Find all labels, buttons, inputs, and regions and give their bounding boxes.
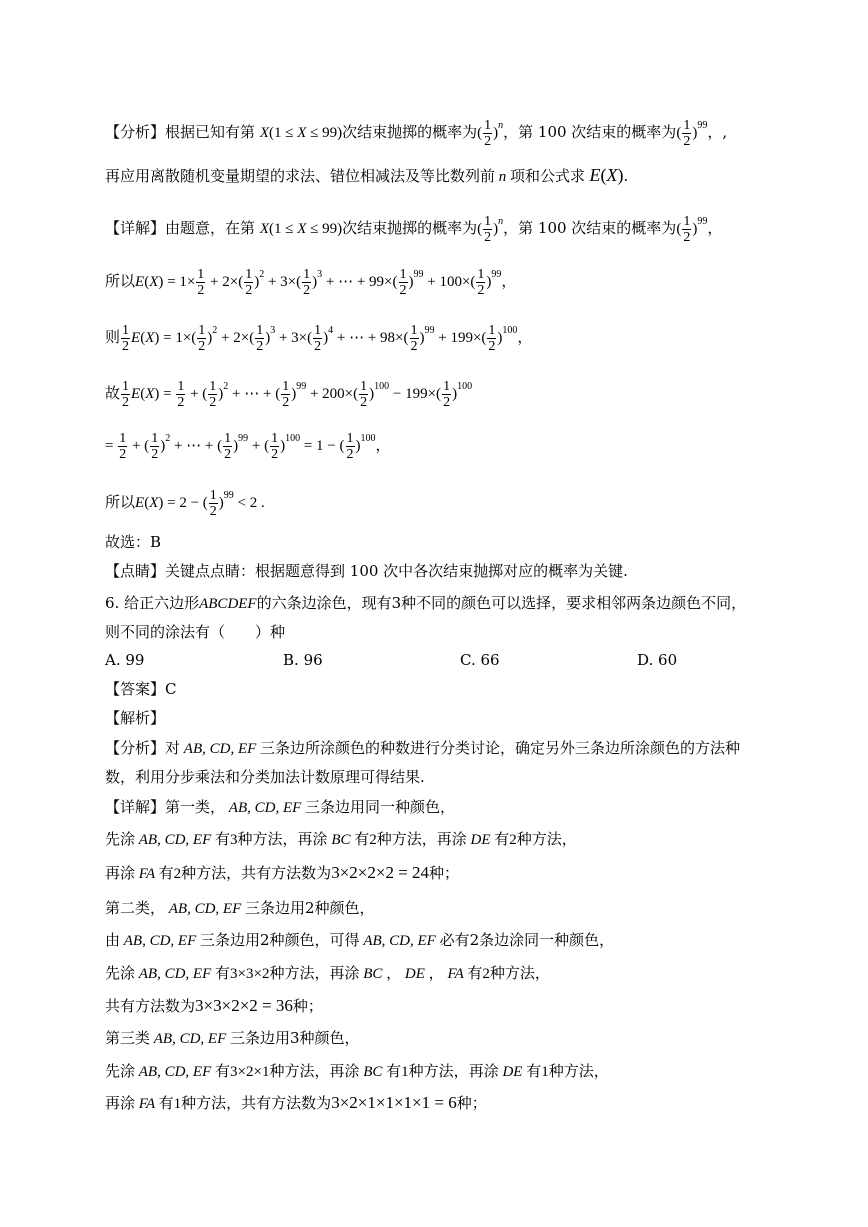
text: 种方法，	[237, 830, 298, 848]
detail-2-line-7	[105, 996, 323, 1016]
option-letter: B.	[283, 651, 299, 669]
text: 由	[105, 931, 121, 949]
math: FA	[135, 866, 159, 882]
math: AB, CD, EF	[135, 966, 216, 982]
math: AB, CD, EF	[225, 800, 306, 816]
math: DE	[401, 966, 429, 982]
option-value: 60	[658, 651, 678, 669]
math: (1 ≤ X ≤ 99)	[268, 124, 343, 141]
detail-2-line-9	[105, 1061, 609, 1082]
text: 三条边所涂颜色的种数进行分类讨论，确定另外三条边所涂颜色的方法种	[260, 739, 741, 757]
key-point-label: 【点睛】	[105, 562, 166, 580]
text: 共有方法数为	[105, 997, 196, 1015]
math: FA	[135, 1096, 159, 1112]
text: 共有方法数为	[241, 864, 332, 882]
math: X	[259, 220, 269, 237]
text: 种方法，	[408, 1062, 469, 1080]
text: 种方法，	[181, 864, 242, 882]
math: AB, CD, EF	[120, 933, 201, 949]
analysis-line-2	[105, 165, 628, 187]
text: 三条边用3种颜色，	[230, 1029, 360, 1047]
math: 2	[173, 866, 182, 882]
text: 有	[467, 964, 483, 982]
math: 1	[401, 1064, 409, 1080]
math: 2	[482, 966, 490, 982]
text: 由题意，在第	[165, 218, 256, 237]
detail-2-line-8	[105, 1028, 360, 1049]
detail-label: 【详解】	[105, 798, 166, 816]
option-value: 99	[125, 651, 145, 669]
text: 有	[215, 830, 231, 848]
analysis-label: 【分析】	[105, 739, 166, 757]
detail-2-line-10	[105, 1093, 487, 1114]
text: 所以	[105, 494, 136, 511]
text: 种方法，	[376, 830, 437, 848]
option-c	[460, 651, 500, 669]
math: ( $\frac{1}{2}$ )$^{99}$	[676, 118, 708, 149]
text: 所以	[105, 273, 136, 290]
detail-label: 【详解】	[105, 218, 166, 237]
text: 有	[158, 864, 174, 882]
option-d	[637, 651, 677, 669]
text: ，	[707, 218, 723, 237]
math: BC	[359, 966, 387, 982]
text: 种方法，	[269, 964, 330, 982]
equation-1: 所以E(X) = 1× $\frac{1}{2}$ + 2×( $\frac{1}{2}$ )$^2$ + 3×( $\frac{1}{2}$ )$^3$ + ⋯ + 99×( $\frac{1}{2}$ )$^{99}$ + 100×( $\frac{1}{2}$ )$^{99}$，	[105, 267, 517, 298]
text: ，,	[707, 122, 728, 141]
option-letter: D.	[637, 651, 654, 669]
answer-choice-1: 故选：B	[105, 533, 162, 551]
text: 根据已知有第	[165, 122, 256, 141]
text: ，第 100 次结束的概率为	[503, 122, 677, 141]
jiexi-label: 【解析】	[105, 709, 166, 727]
math: E(X)	[589, 165, 624, 185]
text: 有	[386, 1062, 402, 1080]
question-number: 6.	[105, 594, 120, 612]
text: 种方法，	[269, 1062, 330, 1080]
text: 再涂	[297, 830, 328, 848]
detail-2-line-6	[105, 963, 550, 984]
math: BC	[359, 1064, 387, 1080]
math: BC	[327, 832, 355, 848]
text: 必有2条边涂同一种颜色，	[439, 931, 615, 949]
text: 有	[526, 1062, 542, 1080]
text: 对	[165, 739, 181, 757]
text: 种；	[292, 997, 323, 1015]
text: 有	[215, 964, 231, 982]
text: 再应用离散随机变量期望的求法、错位相减法及等比数列前	[105, 167, 496, 185]
text: 再涂	[105, 1094, 136, 1112]
text: 再涂	[436, 830, 467, 848]
text: 种；	[429, 864, 460, 882]
math: X	[259, 124, 269, 141]
option-a	[105, 651, 144, 669]
detail-2-line-1	[105, 797, 455, 818]
text: 先涂	[105, 964, 136, 982]
text: 先涂	[105, 1062, 136, 1080]
math: 1	[173, 1096, 182, 1112]
detail-2-line-3	[105, 863, 459, 884]
math: 3×2×2×2 = 24	[331, 863, 430, 882]
text: 种方法，	[548, 1062, 609, 1080]
math: ( $\frac{1}{2}$ )$^n$	[477, 118, 504, 149]
text: 再涂	[329, 964, 360, 982]
detail-line-1	[105, 214, 722, 245]
text: .	[623, 167, 629, 185]
text: 三条边用同一种颜色，	[305, 798, 456, 816]
text: 种；	[456, 1094, 487, 1112]
option-value: 96	[303, 651, 323, 669]
text: 再涂	[468, 1062, 499, 1080]
equation-4: = $\frac{1}{2}$ + ( $\frac{1}{2}$ )$^2$ + ⋯ + ( $\frac{1}{2}$ )$^{99}$ + ( $\frac{1}{2}$ )$^{100}$ = 1 − ( $\frac{1}{2}$ )$^{100}$，	[105, 431, 391, 462]
question-6-line-1	[105, 593, 746, 614]
option-value: 66	[480, 651, 500, 669]
math: DE	[498, 1064, 527, 1080]
math: 3×2×1	[230, 1064, 270, 1080]
analysis-2-line-2: 数，利用分步乘法和分类加法计数原理可得结果.	[105, 768, 425, 786]
text: 关键点点睛：根据题意得到 100 次中各次结束抛掷对应的概率为关键.	[165, 562, 628, 580]
text: 次结束抛掷的概率为	[342, 218, 478, 237]
analysis-2-line-1	[105, 738, 740, 759]
math: AB, CD, EF	[359, 933, 440, 949]
detail-2-line-4	[105, 898, 375, 919]
text: 种方法，	[181, 1094, 242, 1112]
text: ，第 100 次结束的概率为	[503, 218, 677, 237]
text: 故	[105, 385, 121, 402]
text: 共有方法数为	[241, 1094, 332, 1112]
math: DE	[466, 832, 495, 848]
math: AB, CD, EF	[165, 901, 246, 917]
math: 3×2×1×1×1×1 = 6	[331, 1093, 457, 1112]
option-b	[283, 651, 323, 669]
text: 三条边用2种颜色，可得	[200, 931, 360, 949]
text: 种方法，	[489, 964, 550, 982]
analysis-line-1	[105, 118, 727, 149]
math: 2	[369, 832, 377, 848]
option-letter: C.	[460, 651, 476, 669]
equation-5: 所以E(X) = 2 − ( $\frac{1}{2}$ )$^{99}$ < 2 .	[105, 488, 265, 519]
math: 3	[230, 832, 238, 848]
text: 次结束抛掷的概率为	[342, 122, 478, 141]
text: 有	[158, 1094, 174, 1112]
text: 有	[494, 830, 510, 848]
math: 3×3×2×2 = 36	[195, 996, 293, 1015]
text: 先涂	[105, 830, 136, 848]
math: AB, CD, EF	[150, 1031, 231, 1047]
text: 种方法，	[516, 830, 577, 848]
equation-3: 故 $\frac{1}{2}$ E(X) = $\frac{1}{2}$ + ( $\frac{1}{2}$ )$^2$ + ⋯ + ( $\frac{1}{2}$ )$^{99}$ + 200×( $\frac{1}{2}$ )$^{100}$ − 199×( $\frac{1}{2}$ )$^{100}$	[105, 379, 473, 410]
analysis-label: 【分析】	[105, 122, 166, 141]
text: 第二类，	[105, 899, 166, 917]
math: AB, CD, EF	[180, 741, 261, 757]
option-letter: A.	[105, 651, 121, 669]
math: 1	[541, 1064, 549, 1080]
equation-2: 则 $\frac{1}{2}$ E(X) = 1×( $\frac{1}{2}$ )$^2$ + 2×( $\frac{1}{2}$ )$^3$ + 3×( $\frac{1}{2}$ )$^4$ + ⋯ + 98×( $\frac{1}{2}$ )$^{99}$ + 199×( $\frac{1}{2}$ )$^{100}$，	[105, 323, 533, 354]
detail-2-line-2	[105, 829, 577, 850]
text: 的六条边涂色，现有3种不同的颜色可以选择，要求相邻两条边颜色不同，	[256, 594, 747, 612]
math: ( $\frac{1}{2}$ )$^n$	[477, 214, 504, 245]
math: ABCDEF	[199, 596, 257, 612]
text: 三条边用2种颜色，	[245, 899, 375, 917]
text: ，	[428, 964, 444, 982]
math: ( $\frac{1}{2}$ )$^{99}$	[676, 214, 708, 245]
text: 有	[354, 830, 370, 848]
text: 第一类，	[165, 798, 226, 816]
text: 项和公式求	[510, 167, 586, 185]
math: 3×3×2	[230, 966, 270, 982]
math: AB, CD, EF	[135, 832, 216, 848]
key-point-line	[105, 561, 628, 581]
text: ，	[386, 964, 402, 982]
answer-label: 【答案】C	[105, 680, 177, 698]
math: AB, CD, EF	[135, 1064, 216, 1080]
math: FA	[443, 966, 468, 982]
text: 再涂	[105, 864, 136, 882]
math: n	[495, 169, 511, 185]
math: (1 ≤ X ≤ 99)	[268, 220, 343, 237]
text: 则	[105, 329, 121, 346]
math: 2	[509, 832, 517, 848]
text: 有	[215, 1062, 231, 1080]
text: 给正六边形	[124, 594, 200, 612]
question-6-line-2: 则不同的涂法有（ ）种	[105, 623, 286, 641]
text: 再涂	[329, 1062, 360, 1080]
detail-2-line-5	[105, 930, 614, 951]
text: 第三类	[105, 1029, 151, 1047]
